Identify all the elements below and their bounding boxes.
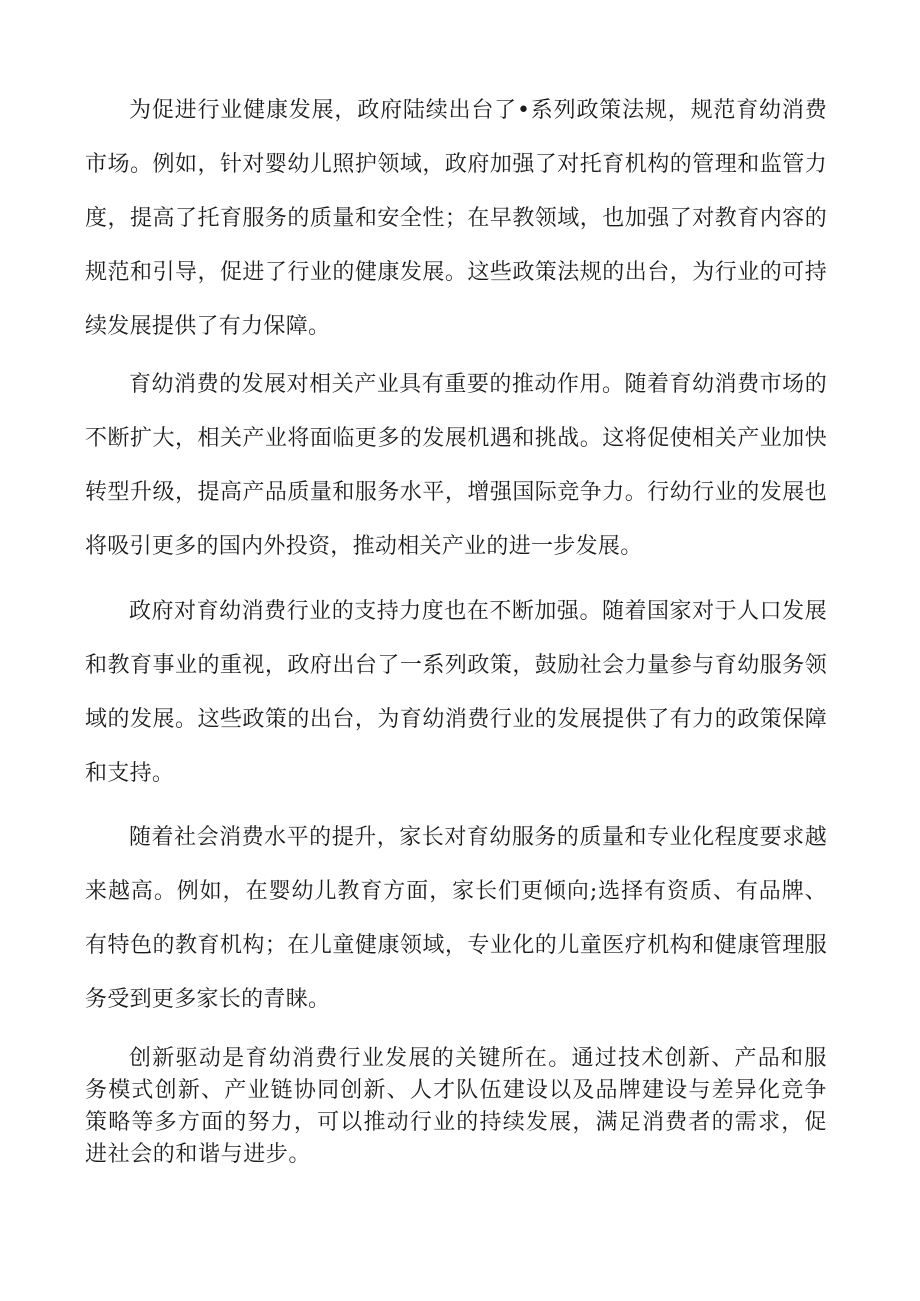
paragraph-government-support: 政府对育幼消费行业的支持力度也在不断加强。随着国家对于人口发展和教育事业的重视，政府出台了一系列政策，鼓励社会力量参与育幼服务领域的发展。这些政策的出台，为育幼消费行业的发展提供了有力的政策保障和支持。 (85, 599, 827, 786)
paragraph-innovation-driven: 创新驱动是育幼消费行业发展的关键所在。通过技术创新、产品和服务模式创新、产业链协同创新、人才队伍建设以及品牌建设与差异化竞争策略等多方面的努力，可以推动行业的持续发展，满足消费者的需求，促进社会的和谐与进步。 (85, 1046, 827, 1167)
paragraph-policy-regulation: 为促进行业健康发展，政府陆续出台了•系列政策法规，规范育幼消费市场。例如，针对婴幼儿照护领域，政府加强了对托育机构的管理和监管力度，提高了托育服务的质量和安全性；在早教领域，也加强了对教育内容的规范和引导，促进了行业的健康发展。这些政策法规的出台，为行业的可持续发展提供了有力保障。 (85, 98, 827, 339)
paragraph-parent-demand: 随着社会消费水平的提升，家长对育幼服务的质量和专业化程度要求越来越高。例如，在婴幼儿教育方面，家长们更倾向;选择有资质、有品牌、有特色的教育机构；在儿童健康领域，专业化的儿童医疗机构和健康管理服务受到更多家长的青睐。 (85, 825, 827, 1012)
paragraph-industry-impact: 育幼消费的发展对相关产业具有重要的推动作用。随着育幼消费市场的不断扩大，相关产业将面临更多的发展机遇和挑战。这将促使相关产业加快转型升级，提高产品质量和服务水平，增强国际竞争力。行幼行业的发展也将吸引更多的国内外投资，推动相关产业的进一步发展。 (85, 372, 827, 559)
